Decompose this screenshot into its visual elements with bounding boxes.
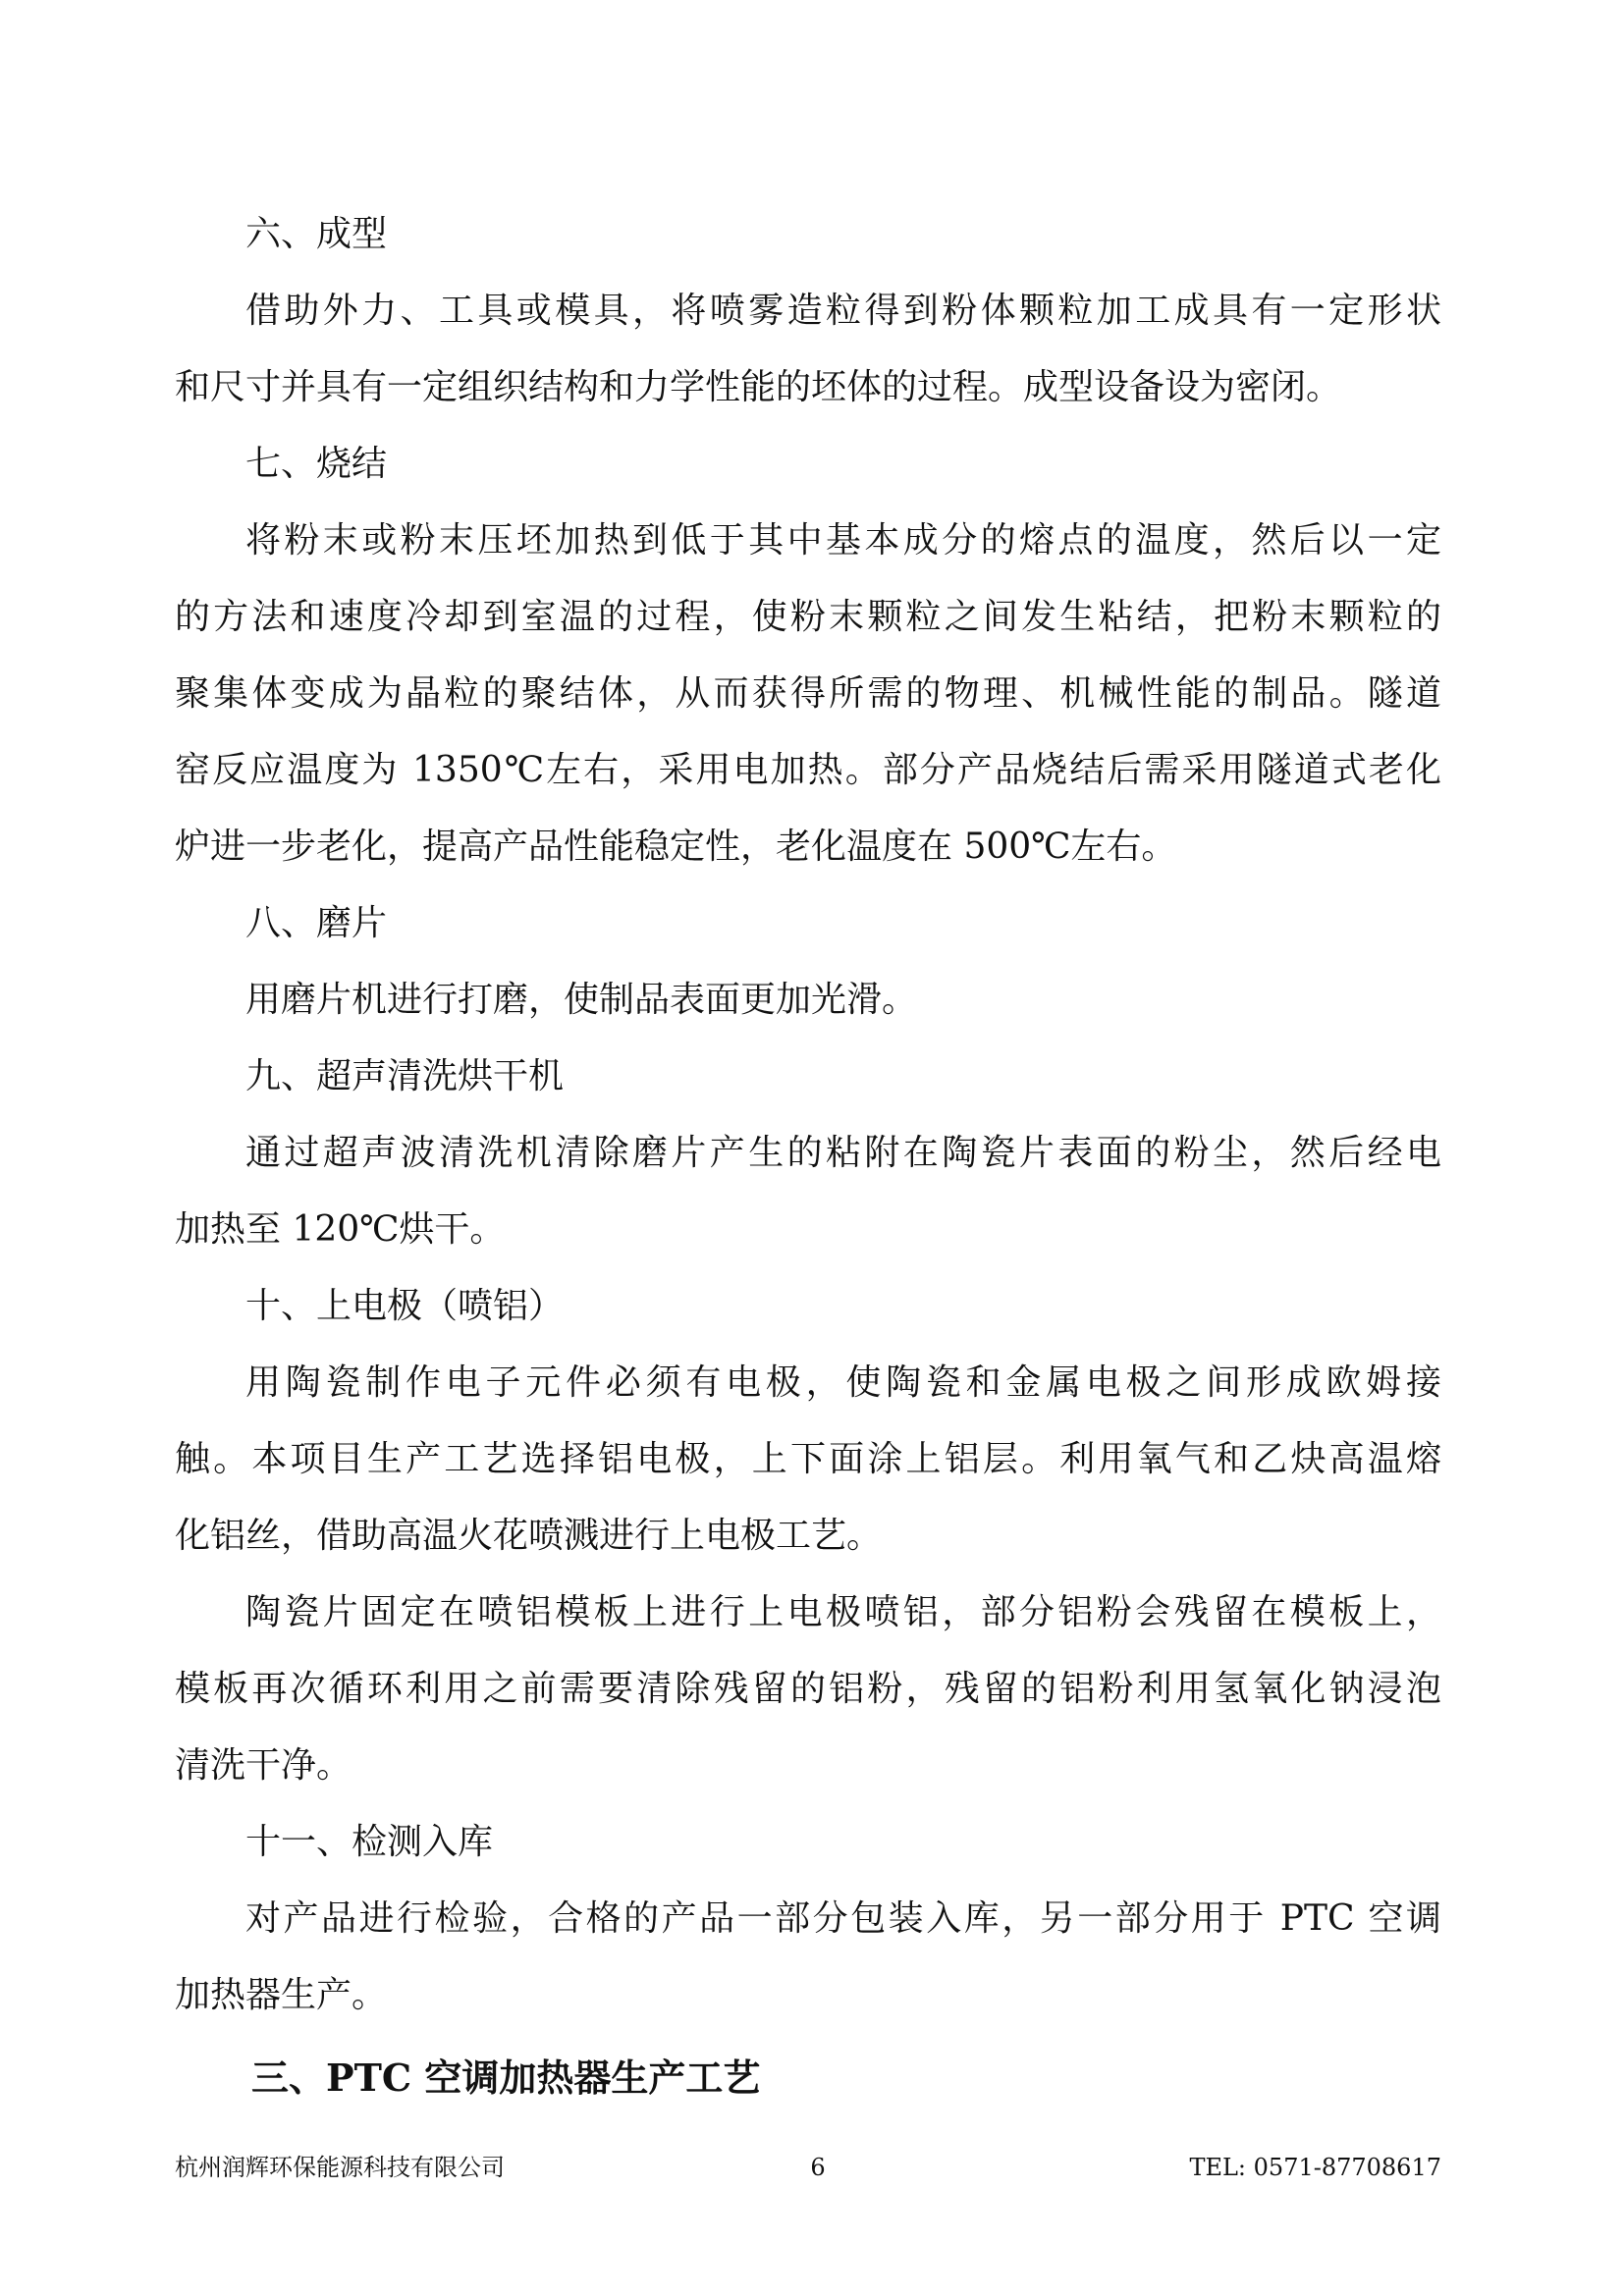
paragraph-line: 陶瓷片固定在喷铝模板上进行上电极喷铝，部分铝粉会残留在模板上， (245, 1592, 1441, 1632)
paragraph-line: 加热至 120℃烘干。 (175, 1209, 506, 1250)
paragraph-line: 炉进一步老化，提高产品性能稳定性，老化温度在 500℃左右。 (175, 827, 1177, 867)
subheading-forming: 六、成型 (245, 214, 388, 254)
footer-company: 杭州润辉环保能源科技有限公司 (175, 2154, 505, 2181)
subheading-grinding: 八、磨片 (245, 903, 388, 943)
subheading-sintering: 七、烧结 (245, 444, 388, 484)
paragraph-line: 将粉末或粉末压坯加热到低于其中基本成分的熔点的温度，然后以一定 (245, 520, 1441, 561)
paragraph-line: 加热器生产。 (175, 1975, 388, 2015)
page-number: 6 (810, 2154, 826, 2181)
paragraph-line: 窑反应温度为 1350℃左右，采用电加热。部分产品烧结后需采用隧道式老化 (175, 750, 1441, 790)
paragraph-line: 对产品进行检验，合格的产品一部分包装入库，另一部分用于 PTC 空调 (245, 1898, 1441, 1939)
section-heading: 三、PTC 空调加热器生产工艺 (251, 2056, 761, 2100)
paragraph-line: 用磨片机进行打磨，使制品表面更加光滑。 (245, 980, 918, 1020)
paragraph-line: 清洗干净。 (175, 1745, 352, 1786)
paragraph-line: 用陶瓷制作电子元件必须有电极，使陶瓷和金属电极之间形成欧姆接 (245, 1362, 1441, 1403)
page-footer (175, 2148, 1441, 2187)
paragraph-line: 的方法和速度冷却到室温的过程，使粉末颗粒之间发生粘结，把粉末颗粒的 (175, 597, 1441, 637)
paragraph-line: 聚集体变成为晶粒的聚结体，从而获得所需的物理、机械性能的制品。隧道 (175, 673, 1441, 714)
subheading-ultrasonic-cleaning: 九、超声清洗烘干机 (245, 1056, 565, 1096)
subheading-inspection: 十一、检测入库 (245, 1822, 494, 1862)
subheading-electrode: 十、上电极（喷铝） (245, 1286, 565, 1326)
paragraph-line: 模板再次循环利用之前需要清除残留的铝粉，残留的铝粉利用氢氧化钠浸泡 (175, 1669, 1441, 1709)
paragraph-line: 借助外力、工具或模具，将喷雾造粒得到粉体颗粒加工成具有一定形状 (245, 291, 1441, 331)
paragraph-line: 和尺寸并具有一定组织结构和力学性能的坯体的过程。成型设备设为密闭。 (175, 367, 1342, 407)
paragraph-line: 通过超声波清洗机清除磨片产生的粘附在陶瓷片表面的粉尘，然后经电 (245, 1133, 1441, 1173)
document-body (175, 196, 1441, 2122)
paragraph-line: 触。本项目生产工艺选择铝电极，上下面涂上铝层。利用氧气和乙炔高温熔 (175, 1439, 1441, 1479)
paragraph-line: 化铝丝，借助高温火花喷溅进行上电极工艺。 (175, 1516, 883, 1556)
footer-tel: TEL: 0571-87708617 (1189, 2154, 1441, 2181)
